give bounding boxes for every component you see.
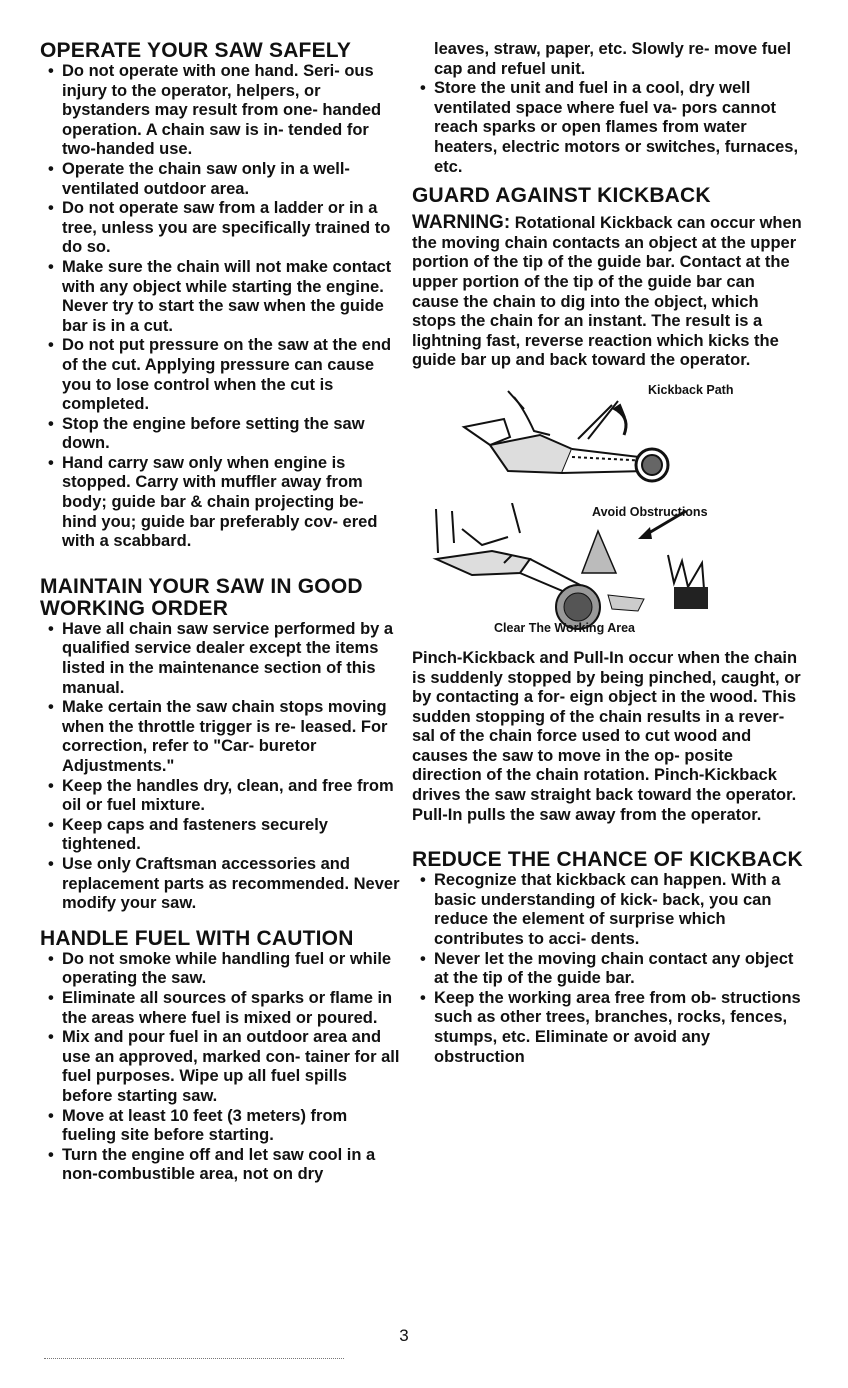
kickback-figure [412, 375, 804, 491]
list-item: • Recognize that kickback can happen. With a basic understanding of kick- back, you can reduce the element of surprise which contributes to acci- dents. [412, 871, 804, 949]
fuel-list [40, 950, 400, 1185]
list-item: • Make sure the chain will not make contact with any object while starting the engine. Never try to start the saw when the guide bar is in a cut. [40, 258, 400, 336]
kickback-path-caption: Kickback Path [648, 382, 734, 397]
warning-paragraph [412, 213, 804, 371]
maintain-list [40, 620, 400, 914]
left-column [40, 40, 400, 1185]
avoid-obstructions-caption: Avoid Obstructions [592, 504, 708, 519]
reduce-kickback-list [412, 871, 804, 1067]
page-number: 3 [399, 1326, 409, 1345]
section-title-fuel: HANDLE FUEL WITH CAUTION [40, 926, 354, 950]
right-column [412, 40, 804, 1067]
list-item: • Stop the engine before setting the saw down. [40, 415, 400, 454]
list-item: • Mix and pour fuel in an outdoor area and use an approved, marked con- tainer for all fuel purposes. Wipe up all fuel spills before starting saw. [40, 1028, 400, 1106]
obstruction-figure [412, 503, 804, 643]
store-list [412, 79, 804, 177]
section-title-maintain: MAINTAIN YOUR SAW IN GOOD WORKING ORDER [40, 574, 363, 620]
list-item: • Keep the handles dry, clean, and free from oil or fuel mixture. [40, 777, 400, 816]
list-item: • Eliminate all sources of sparks or flame in the areas where fuel is mixed or poured. [40, 989, 400, 1028]
list-item: • Do not operate with one hand. Seri- ous injury to the operator, helpers, or bystanders may result from one- handed operation. A chain saw is in- tended for two-handed use. [40, 62, 400, 160]
list-item: • Hand carry saw only when engine is stopped. Carry with muffler away from body; guide bar & chain projecting be- hind you; guide bar preferably cov- ered with a scabbard. [40, 454, 400, 552]
list-item: • Do not operate saw from a ladder or in a tree, unless you are specifically trained to do so. [40, 199, 400, 258]
list-item: • Turn the engine off and let saw cool in a non-combustible area, not on dry [40, 1146, 400, 1185]
list-item: • Operate the chain saw only in a well- ventilated outdoor area. [40, 160, 400, 199]
section-title-kickback: GUARD AGAINST KICKBACK [412, 184, 711, 208]
list-item: • Do not smoke while handling fuel or while operating the saw. [40, 950, 400, 989]
section-title-operate: OPERATE YOUR SAW SAFELY [40, 39, 352, 62]
bottom-rule [44, 1358, 344, 1359]
list-item: • Have all chain saw service performed by a qualified service dealer except the items listed in the maintenance section of this manual. [40, 620, 400, 698]
list-item: • Store the unit and fuel in a cool, dry well ventilated space where fuel va- pors cannot reach sparks or open flames from water heaters, electric motors or switches, furnaces, etc. [412, 79, 804, 177]
warning-text: Rotational Kickback can occur when the moving chain contacts an object at the upper portion of the tip of the guide bar. Contact at the upper portion of the tip of the guide bar can cause the chain to dig into the object, which stops the chain for an instant. The result is a lightning fast, reverse reaction which kicks the guide bar up and back toward the operator. [412, 214, 802, 370]
list-item: • Never let the moving chain contact any object at the tip of the guide bar. [412, 950, 804, 989]
operate-list [40, 62, 400, 552]
continuation-text: leaves, straw, paper, etc. Slowly re- move fuel cap and refuel unit. [434, 40, 792, 78]
list-item: • Do not put pressure on the saw at the end of the cut. Applying pressure can cause you to lose control when the cut is completed. [40, 336, 400, 414]
warning-label: WARNING: [412, 212, 511, 234]
clear-working-area-caption: Clear The Working Area [494, 620, 636, 635]
list-item: • Use only Craftsman accessories and replacement parts as recommended. Never modify your saw. [40, 855, 400, 914]
list-item: • Keep the working area free from ob- structions such as other trees, branches, rocks, fences, stumps, etc. Eliminate or avoid any obstruction [412, 989, 804, 1067]
section-title-reduce-kickback: REDUCE THE CHANCE OF KICKBACK [412, 848, 803, 872]
kickback-illustration [412, 375, 804, 491]
list-item: • Move at least 10 feet (3 meters) from fueling site before starting. [40, 1107, 400, 1146]
list-item: • Keep caps and fasteners securely tightened. [40, 816, 400, 855]
list-item: • Make certain the saw chain stops moving when the throttle trigger is re- leased. For correction, refer to "Car- buretor Adjustments." [40, 698, 400, 776]
pinch-kickback-paragraph: Pinch-Kickback and Pull-In occur when the chain is suddenly stopped by being pinched, caught, or by contacting a for- eign object in the wood. This sudden stopping of the chain results in a rever- sal of the chain force used to cut wood and causes the saw to move in the op- posite direction of the chain rotation. Pinch-Kickback drives the saw straight back toward the operator. Pull-In pulls the saw away from the operator. [412, 648, 801, 824]
